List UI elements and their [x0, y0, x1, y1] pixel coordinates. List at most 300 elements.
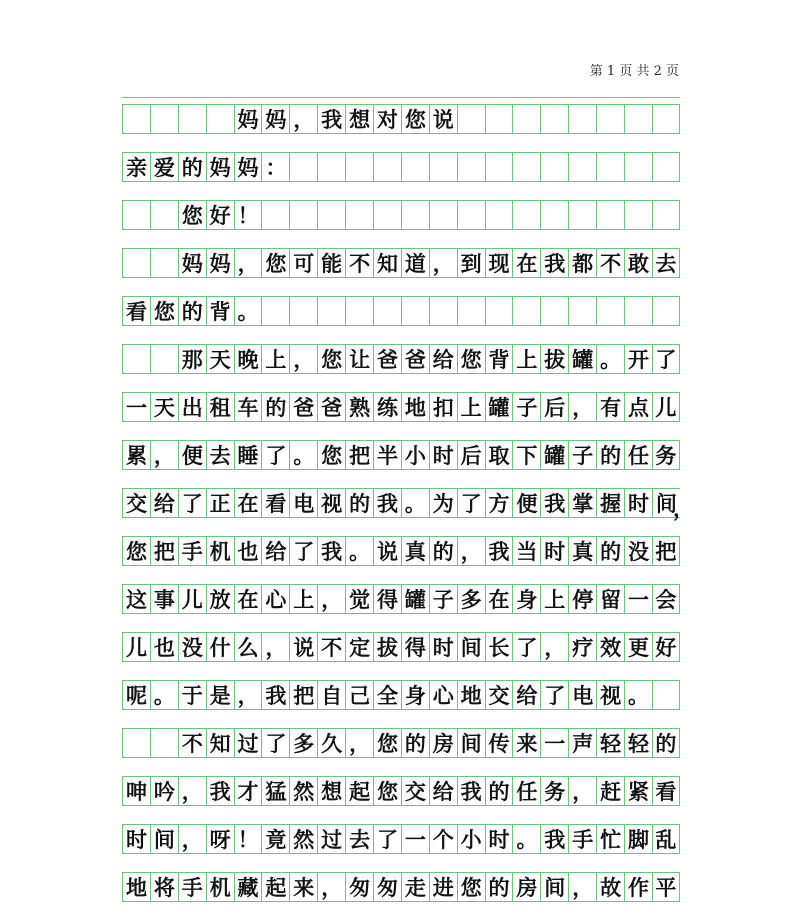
grid-cell: 给 — [512, 681, 540, 709]
grid-cell: 。 — [401, 489, 429, 517]
grid-cell: 来 — [512, 729, 540, 757]
grid-cell: 的 — [485, 777, 513, 805]
grid-cell: 更 — [624, 633, 652, 661]
grid-cell: 然 — [289, 777, 317, 805]
grid-cell: ， — [317, 585, 345, 613]
grid-cell: 吟 — [150, 777, 178, 805]
grid-cell: 真 — [401, 537, 429, 565]
grid-cell: 去 — [345, 825, 373, 853]
grid-cell: 匆 — [345, 873, 373, 901]
grid-cell: 掌 — [568, 489, 596, 517]
grid-cell: 声 — [568, 729, 596, 757]
grid-cell: 敢 — [624, 249, 652, 277]
grid-cell: 把 — [345, 441, 373, 469]
grid-cell: 放 — [206, 585, 234, 613]
grid-row — [122, 680, 680, 710]
grid-cell: 爱 — [150, 153, 178, 181]
grid-cell: 您 — [373, 777, 401, 805]
grid-cell: 我 — [317, 537, 345, 565]
grid-cell: 的 — [485, 873, 513, 901]
grid-cell: 妈 — [206, 249, 234, 277]
grid-cell: 于 — [178, 681, 206, 709]
grid-cell: 个 — [429, 825, 457, 853]
grid-cell — [624, 297, 652, 325]
grid-cell: 呀 — [206, 825, 234, 853]
grid-cell: 的 — [652, 729, 680, 757]
grid-cell: 了 — [373, 825, 401, 853]
grid-cell: 让 — [345, 345, 373, 373]
grid-cell: 把 — [652, 537, 680, 565]
grid-cell: 半 — [373, 441, 401, 469]
grid-row — [122, 104, 680, 134]
grid-cell: 机 — [206, 537, 234, 565]
grid-cell: 亲 — [122, 153, 150, 181]
grid-cell: 点 — [624, 393, 652, 421]
grid-cell — [485, 297, 513, 325]
grid-cell — [568, 297, 596, 325]
grid-cell: 不 — [596, 249, 624, 277]
grid-cell: 给 — [261, 537, 289, 565]
grid-cell: ！ — [234, 825, 262, 853]
grid-cell — [596, 297, 624, 325]
grid-top-line — [122, 97, 680, 98]
grid-cell: 您 — [150, 297, 178, 325]
grid-cell — [624, 201, 652, 229]
grid-cell: 子 — [512, 393, 540, 421]
grid-cell — [206, 105, 234, 133]
grid-cell: 您 — [317, 345, 345, 373]
grid-cell — [624, 105, 652, 133]
grid-cell: 赶 — [596, 777, 624, 805]
grid-cell: 后 — [457, 441, 485, 469]
grid-cell: 电 — [568, 681, 596, 709]
grid-cell — [596, 105, 624, 133]
grid-cell — [429, 153, 457, 181]
grid-cell: 现 — [485, 249, 513, 277]
grid-cell: 能 — [317, 249, 345, 277]
grid-row — [122, 248, 680, 278]
grid-cell: 呻 — [122, 777, 150, 805]
grid-cell — [150, 249, 178, 277]
grid-cell: 没 — [178, 633, 206, 661]
grid-cell — [373, 201, 401, 229]
grid-cell — [540, 201, 568, 229]
grid-cell: 起 — [345, 777, 373, 805]
grid-cell: 视 — [596, 681, 624, 709]
grid-cell: 藏 — [234, 873, 262, 901]
grid-row — [122, 440, 680, 470]
grid-cell: 上 — [457, 393, 485, 421]
grid-cell: 的 — [401, 729, 429, 757]
grid-cell: 把 — [289, 681, 317, 709]
grid-cell: 了 — [457, 489, 485, 517]
grid-cell: 忙 — [596, 825, 624, 853]
grid-cell: 间 — [457, 729, 485, 757]
grid-cell: 机 — [206, 873, 234, 901]
grid-cell: 心 — [429, 681, 457, 709]
grid-cell — [652, 297, 680, 325]
grid-cell — [317, 297, 345, 325]
grid-cell: 务 — [540, 777, 568, 805]
grid-cell: 累 — [122, 441, 150, 469]
grid-cell: 背 — [485, 345, 513, 373]
grid-cell — [457, 201, 485, 229]
grid-cell: 房 — [429, 729, 457, 757]
grid-cell: 车 — [234, 393, 262, 421]
grid-cell: 的 — [429, 537, 457, 565]
grid-cell — [150, 345, 178, 373]
grid-cell: 都 — [568, 249, 596, 277]
grid-cell: 我 — [540, 489, 568, 517]
grid-cell: 我 — [457, 777, 485, 805]
grid-cell: ， — [568, 873, 596, 901]
grid-cell: 觉 — [345, 585, 373, 613]
grid-cell: 取 — [485, 441, 513, 469]
grid-cell: 视 — [317, 489, 345, 517]
grid-cell: 妈 — [178, 249, 206, 277]
grid-cell: 么 — [234, 633, 262, 661]
grid-cell: 说 — [373, 537, 401, 565]
grid-cell: 乱 — [652, 825, 680, 853]
grid-cell — [429, 297, 457, 325]
grid-cell: 的 — [178, 153, 206, 181]
grid-cell: 地 — [401, 393, 429, 421]
grid-row — [122, 344, 680, 374]
grid-cell: 一 — [540, 729, 568, 757]
grid-cell: ， — [234, 681, 262, 709]
grid-cell: 小 — [457, 825, 485, 853]
grid-cell: 了 — [178, 489, 206, 517]
grid-cell — [596, 201, 624, 229]
grid-cell: 紧 — [624, 777, 652, 805]
grid-cell: 爸 — [373, 345, 401, 373]
grid-cell — [401, 153, 429, 181]
page-number: 第 1 页 共 2 页 — [589, 64, 679, 79]
grid-cell: 了 — [652, 345, 680, 373]
grid-cell: 一 — [624, 585, 652, 613]
grid-cell: 说 — [289, 633, 317, 661]
grid-cell: 上 — [540, 585, 568, 613]
grid-cell: 便 — [178, 441, 206, 469]
grid-cell: 您 — [373, 729, 401, 757]
grid-cell: 说 — [429, 105, 457, 133]
grid-cell: 没 — [624, 537, 652, 565]
grid-cell — [652, 201, 680, 229]
grid-cell: 后 — [540, 393, 568, 421]
grid-cell: 一 — [401, 825, 429, 853]
grid-cell — [317, 201, 345, 229]
grid-row — [122, 584, 680, 614]
grid-cell: 当 — [512, 537, 540, 565]
grid-cell: 的 — [596, 537, 624, 565]
grid-cell: 间 — [150, 825, 178, 853]
grid-cell: 长 — [485, 633, 513, 661]
grid-cell: 看 — [652, 777, 680, 805]
grid-cell — [122, 729, 150, 757]
grid-cell: 练 — [373, 393, 401, 421]
grid-cell: 来 — [289, 873, 317, 901]
grid-row — [122, 728, 680, 758]
grid-cell: 子 — [429, 585, 457, 613]
grid-cell: 想 — [345, 105, 373, 133]
grid-cell: 在 — [485, 585, 513, 613]
grid-cell: 那 — [178, 345, 206, 373]
grid-cell: 任 — [512, 777, 540, 805]
grid-cell: 上 — [289, 585, 317, 613]
grid-cell — [150, 105, 178, 133]
grid-cell: 心 — [261, 585, 289, 613]
grid-cell: 才 — [234, 777, 262, 805]
grid-cell: 想 — [317, 777, 345, 805]
grid-cell: 得 — [373, 585, 401, 613]
grid-cell: 妈 — [206, 153, 234, 181]
manuscript-grid — [122, 97, 694, 920]
grid-cell: 效 — [596, 633, 624, 661]
grid-cell — [261, 201, 289, 229]
grid-cell: 会 — [652, 585, 680, 613]
grid-cell: 出 — [178, 393, 206, 421]
grid-cell: 轻 — [596, 729, 624, 757]
grid-cell: ， — [317, 873, 345, 901]
grid-cell: 时 — [624, 489, 652, 517]
grid-cell: 交 — [122, 489, 150, 517]
grid-cell: 手 — [178, 873, 206, 901]
grid-cell: 熟 — [345, 393, 373, 421]
grid-cell: 给 — [429, 777, 457, 805]
grid-cell: 间 — [652, 489, 680, 517]
grid-cell: 事 — [150, 585, 178, 613]
grid-cell: 身 — [401, 681, 429, 709]
grid-cell: 了 — [540, 681, 568, 709]
grid-cell — [568, 153, 596, 181]
grid-cell: 知 — [373, 249, 401, 277]
grid-cell: ： — [261, 153, 289, 181]
grid-cell: ， — [261, 633, 289, 661]
grid-cell: 交 — [401, 777, 429, 805]
grid-cell: 罐 — [540, 441, 568, 469]
grid-cell — [652, 153, 680, 181]
grid-cell: 道 — [401, 249, 429, 277]
grid-row — [122, 152, 680, 182]
grid-cell: 背 — [206, 297, 234, 325]
grid-cell: 上 — [261, 345, 289, 373]
grid-cell: 妈 — [261, 105, 289, 133]
grid-cell: 了 — [261, 729, 289, 757]
grid-cell: 看 — [261, 489, 289, 517]
grid-cell: 天 — [150, 393, 178, 421]
grid-cell — [345, 201, 373, 229]
grid-cell: 。 — [512, 825, 540, 853]
grid-cell: 在 — [512, 249, 540, 277]
grid-cell: 您 — [457, 345, 485, 373]
grid-cell — [122, 249, 150, 277]
grid-cell: 了 — [261, 441, 289, 469]
grid-cell: 儿 — [652, 393, 680, 421]
grid-cell: 也 — [234, 537, 262, 565]
grid-cell: 给 — [429, 345, 457, 373]
grid-cell — [512, 153, 540, 181]
grid-cell: 过 — [317, 825, 345, 853]
grid-cell: 一 — [122, 393, 150, 421]
grid-cell — [345, 153, 373, 181]
grid-cell — [317, 153, 345, 181]
grid-cell: 我 — [317, 105, 345, 133]
grid-cell: 匆 — [373, 873, 401, 901]
grid-cell: 故 — [596, 873, 624, 901]
grid-cell: 为 — [429, 489, 457, 517]
grid-cell: 的 — [345, 489, 373, 517]
grid-cell — [261, 297, 289, 325]
grid-cell: 房 — [512, 873, 540, 901]
grid-cell: 子 — [568, 441, 596, 469]
grid-cell: 您 — [261, 249, 289, 277]
grid-cell: 正 — [206, 489, 234, 517]
grid-cell: 手 — [178, 537, 206, 565]
grid-cell: 在 — [234, 489, 262, 517]
grid-cell: 上 — [512, 345, 540, 373]
grid-cell: 时 — [122, 825, 150, 853]
grid-cell: 的 — [178, 297, 206, 325]
grid-cell: 务 — [652, 441, 680, 469]
grid-cell: 。 — [150, 681, 178, 709]
grid-cell: 对 — [373, 105, 401, 133]
grid-cell: 地 — [457, 681, 485, 709]
grid-cell — [485, 153, 513, 181]
grid-cell: 定 — [345, 633, 373, 661]
grid-cell — [652, 105, 680, 133]
grid-cell: 。 — [624, 681, 652, 709]
grid-cell: 不 — [345, 249, 373, 277]
grid-cell: 我 — [373, 489, 401, 517]
grid-cell — [568, 201, 596, 229]
grid-cell: 了 — [289, 537, 317, 565]
grid-cell — [373, 297, 401, 325]
grid-cell: ， — [289, 105, 317, 133]
grid-cell: 全 — [373, 681, 401, 709]
grid-row — [122, 776, 680, 806]
grid-cell — [512, 105, 540, 133]
grid-cell — [485, 201, 513, 229]
grid-cell: 作 — [624, 873, 652, 901]
grid-cell: 了 — [512, 633, 540, 661]
grid-cell: 得 — [401, 633, 429, 661]
grid-cell: 任 — [624, 441, 652, 469]
grid-cell — [457, 105, 485, 133]
grid-cell: 是 — [206, 681, 234, 709]
grid-cell: ！ — [234, 201, 262, 229]
grid-cell: 不 — [317, 633, 345, 661]
grid-cell: 可 — [289, 249, 317, 277]
grid-cell: 过 — [234, 729, 262, 757]
grid-cell: 我 — [540, 249, 568, 277]
grid-cell: 呢 — [122, 681, 150, 709]
grid-cell: ， — [568, 393, 596, 421]
grid-cell: 久 — [317, 729, 345, 757]
grid-cell: 看 — [122, 297, 150, 325]
grid-cell: 将 — [150, 873, 178, 901]
grid-cell: 下 — [512, 441, 540, 469]
grid-cell: ， — [150, 441, 178, 469]
grid-cell — [289, 297, 317, 325]
grid-cell — [429, 201, 457, 229]
grid-cell: 爸 — [401, 345, 429, 373]
grid-cell: 时 — [485, 825, 513, 853]
grid-cell: 给 — [150, 489, 178, 517]
grid-cell: 好 — [652, 633, 680, 661]
grid-cell: 罐 — [568, 345, 596, 373]
grid-cell: 扣 — [429, 393, 457, 421]
grid-cell: 便 — [512, 489, 540, 517]
grid-cell: ， — [568, 777, 596, 805]
grid-cell: 也 — [150, 633, 178, 661]
grid-cell: ， — [429, 249, 457, 277]
grid-cell — [401, 297, 429, 325]
grid-cell: 。 — [234, 297, 262, 325]
grid-cell — [373, 153, 401, 181]
grid-cell: 我 — [540, 825, 568, 853]
overflow-punctuation: ， — [673, 496, 694, 521]
grid-cell — [624, 153, 652, 181]
grid-cell: 。 — [345, 537, 373, 565]
grid-cell: ， — [289, 345, 317, 373]
grid-cell: 猛 — [261, 777, 289, 805]
grid-cell — [289, 153, 317, 181]
grid-cell — [122, 201, 150, 229]
grid-row — [122, 392, 680, 422]
grid-cell: 拔 — [373, 633, 401, 661]
grid-cell: 有 — [596, 393, 624, 421]
grid-cell — [457, 297, 485, 325]
grid-cell: 这 — [122, 585, 150, 613]
grid-cell: 传 — [485, 729, 513, 757]
grid-row — [122, 488, 694, 521]
grid-cell: ， — [540, 633, 568, 661]
grid-cell: 您 — [178, 201, 206, 229]
grid-cell: 的 — [596, 441, 624, 469]
grid-cell: ， — [457, 537, 485, 565]
grid-cell: 好 — [206, 201, 234, 229]
grid-cell: 脚 — [624, 825, 652, 853]
grid-cell: 把 — [150, 537, 178, 565]
grid-row — [122, 536, 680, 566]
grid-cell: ， — [234, 249, 262, 277]
grid-cell: 妈 — [234, 105, 262, 133]
grid-row — [122, 824, 680, 854]
grid-cell: 什 — [206, 633, 234, 661]
grid-cell — [512, 297, 540, 325]
grid-cell — [289, 201, 317, 229]
grid-cell: 您 — [401, 105, 429, 133]
grid-cell: 开 — [624, 345, 652, 373]
grid-cell: 轻 — [624, 729, 652, 757]
grid-cell: 然 — [289, 825, 317, 853]
grid-cell: 去 — [652, 249, 680, 277]
grid-cell: 天 — [206, 345, 234, 373]
grid-cell: 爸 — [317, 393, 345, 421]
grid-cell: 时 — [429, 441, 457, 469]
grid-cell: 真 — [568, 537, 596, 565]
grid-cell — [122, 345, 150, 373]
grid-cell: 罐 — [485, 393, 513, 421]
grid-cell: 的 — [261, 393, 289, 421]
grid-cell — [150, 201, 178, 229]
grid-cell: 竟 — [261, 825, 289, 853]
grid-cell: 己 — [345, 681, 373, 709]
grid-cell: 自 — [317, 681, 345, 709]
grid-cell — [540, 297, 568, 325]
grid-cell — [512, 201, 540, 229]
grid-cell: 您 — [457, 873, 485, 901]
